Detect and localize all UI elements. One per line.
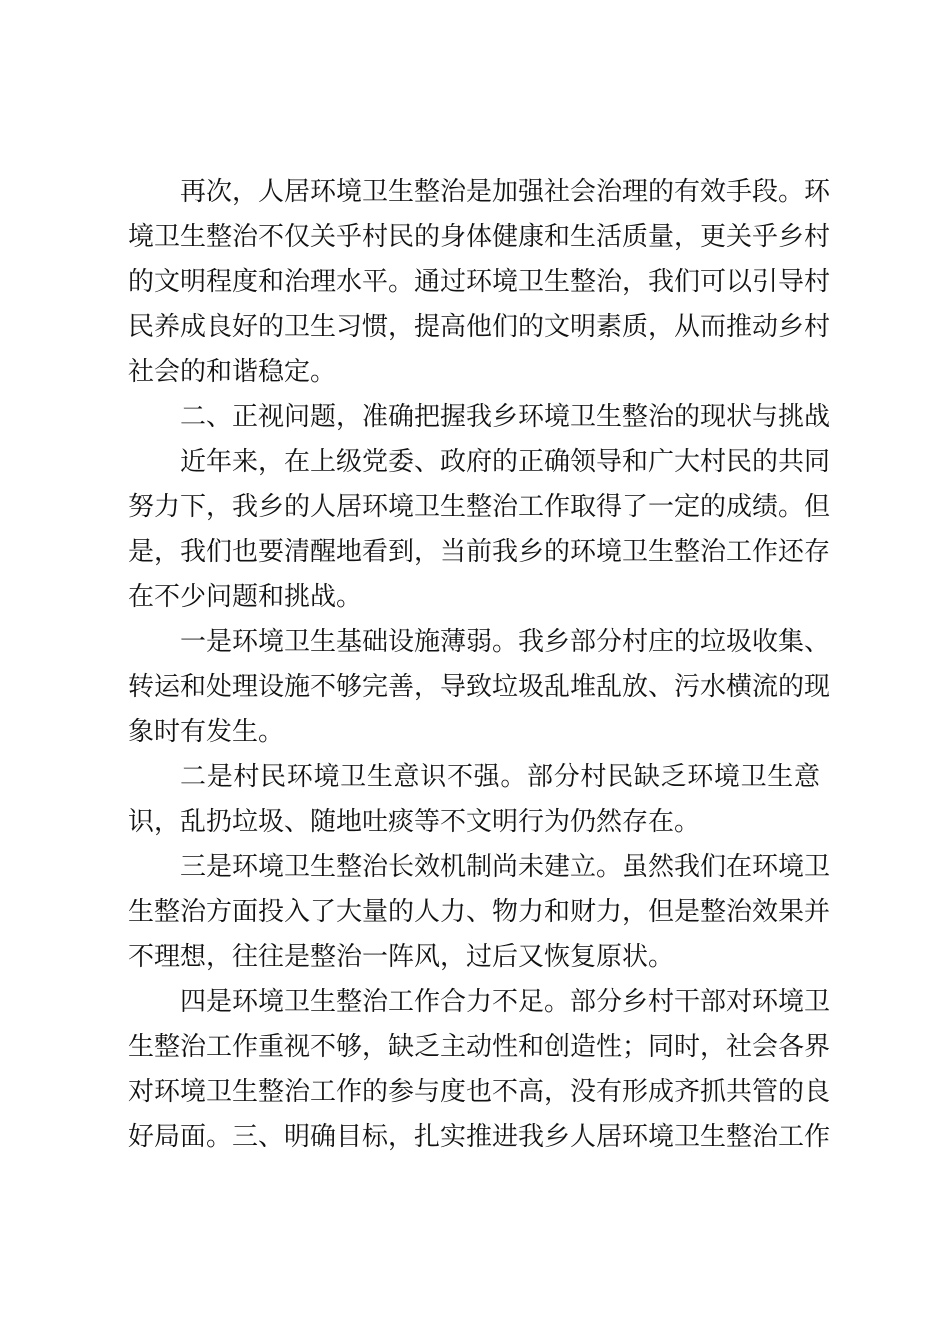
paragraph-line: 社会的和谐稳定。 [128,357,337,387]
paragraph-recent-years [128,440,831,620]
paragraph-line: 不理想，往往是整治一阵风，过后又恢复原状。 [128,942,675,972]
paragraph-line: 一是环境卫生基础设施薄弱。我乡部分村庄的垃圾收集、 [180,627,831,657]
paragraph-line: 生整治工作重视不够，缺乏主动性和创造性；同时，社会各界 [128,1032,831,1062]
paragraph-line: 努力下，我乡的人居环境卫生整治工作取得了一定的成绩。但 [128,492,831,522]
paragraph-issue-one [128,620,831,755]
paragraph-line: 三是环境卫生整治长效机制尚未建立。虽然我们在环境卫 [180,852,831,882]
paragraph-line: 在不少问题和挑战。 [128,582,363,612]
document-body [128,170,831,1160]
paragraph-issue-two [128,755,820,845]
paragraph-line: 是，我们也要清醒地看到，当前我乡的环境卫生整治工作还存 [128,537,831,567]
paragraph-line: 生整治方面投入了大量的人力、物力和财力，但是整治效果并 [128,897,831,927]
paragraph-social-governance [128,170,831,395]
paragraph-line: 对环境卫生整治工作的参与度也不高，没有形成齐抓共管的良 [128,1077,831,1107]
paragraph-line: 好局面。三、明确目标，扎实推进我乡人居环境卫生整治工作 [128,1122,831,1152]
paragraph-line: 再次，人居环境卫生整治是加强社会治理的有效手段。环 [180,177,831,207]
paragraph-line: 境卫生整治不仅关乎村民的身体健康和生活质量，更关乎乡村 [128,222,831,252]
paragraph-line: 转运和处理设施不够完善，导致垃圾乱堆乱放、污水横流的现 [128,672,831,702]
paragraph-issue-three [128,845,831,980]
section-heading-two [128,395,831,440]
paragraph-issue-four [128,980,831,1160]
paragraph-line: 识，乱扔垃圾、随地吐痰等不文明行为仍然存在。 [128,807,701,837]
paragraph-line: 象时有发生。 [128,717,285,747]
paragraph-line: 四是环境卫生整治工作合力不足。部分乡村干部对环境卫 [180,987,831,1017]
paragraph-line: 民养成良好的卫生习惯，提高他们的文明素质，从而推动乡村 [128,312,831,342]
paragraph-line: 二是村民环境卫生意识不强。部分村民缺乏环境卫生意 [180,762,820,792]
section-heading-text: 二、正视问题，准确把握我乡环境卫生整治的现状与挑战 [180,402,831,432]
paragraph-line: 的文明程度和治理水平。通过环境卫生整治，我们可以引导村 [128,267,831,297]
paragraph-line: 近年来，在上级党委、政府的正确领导和广大村民的共同 [180,447,831,477]
